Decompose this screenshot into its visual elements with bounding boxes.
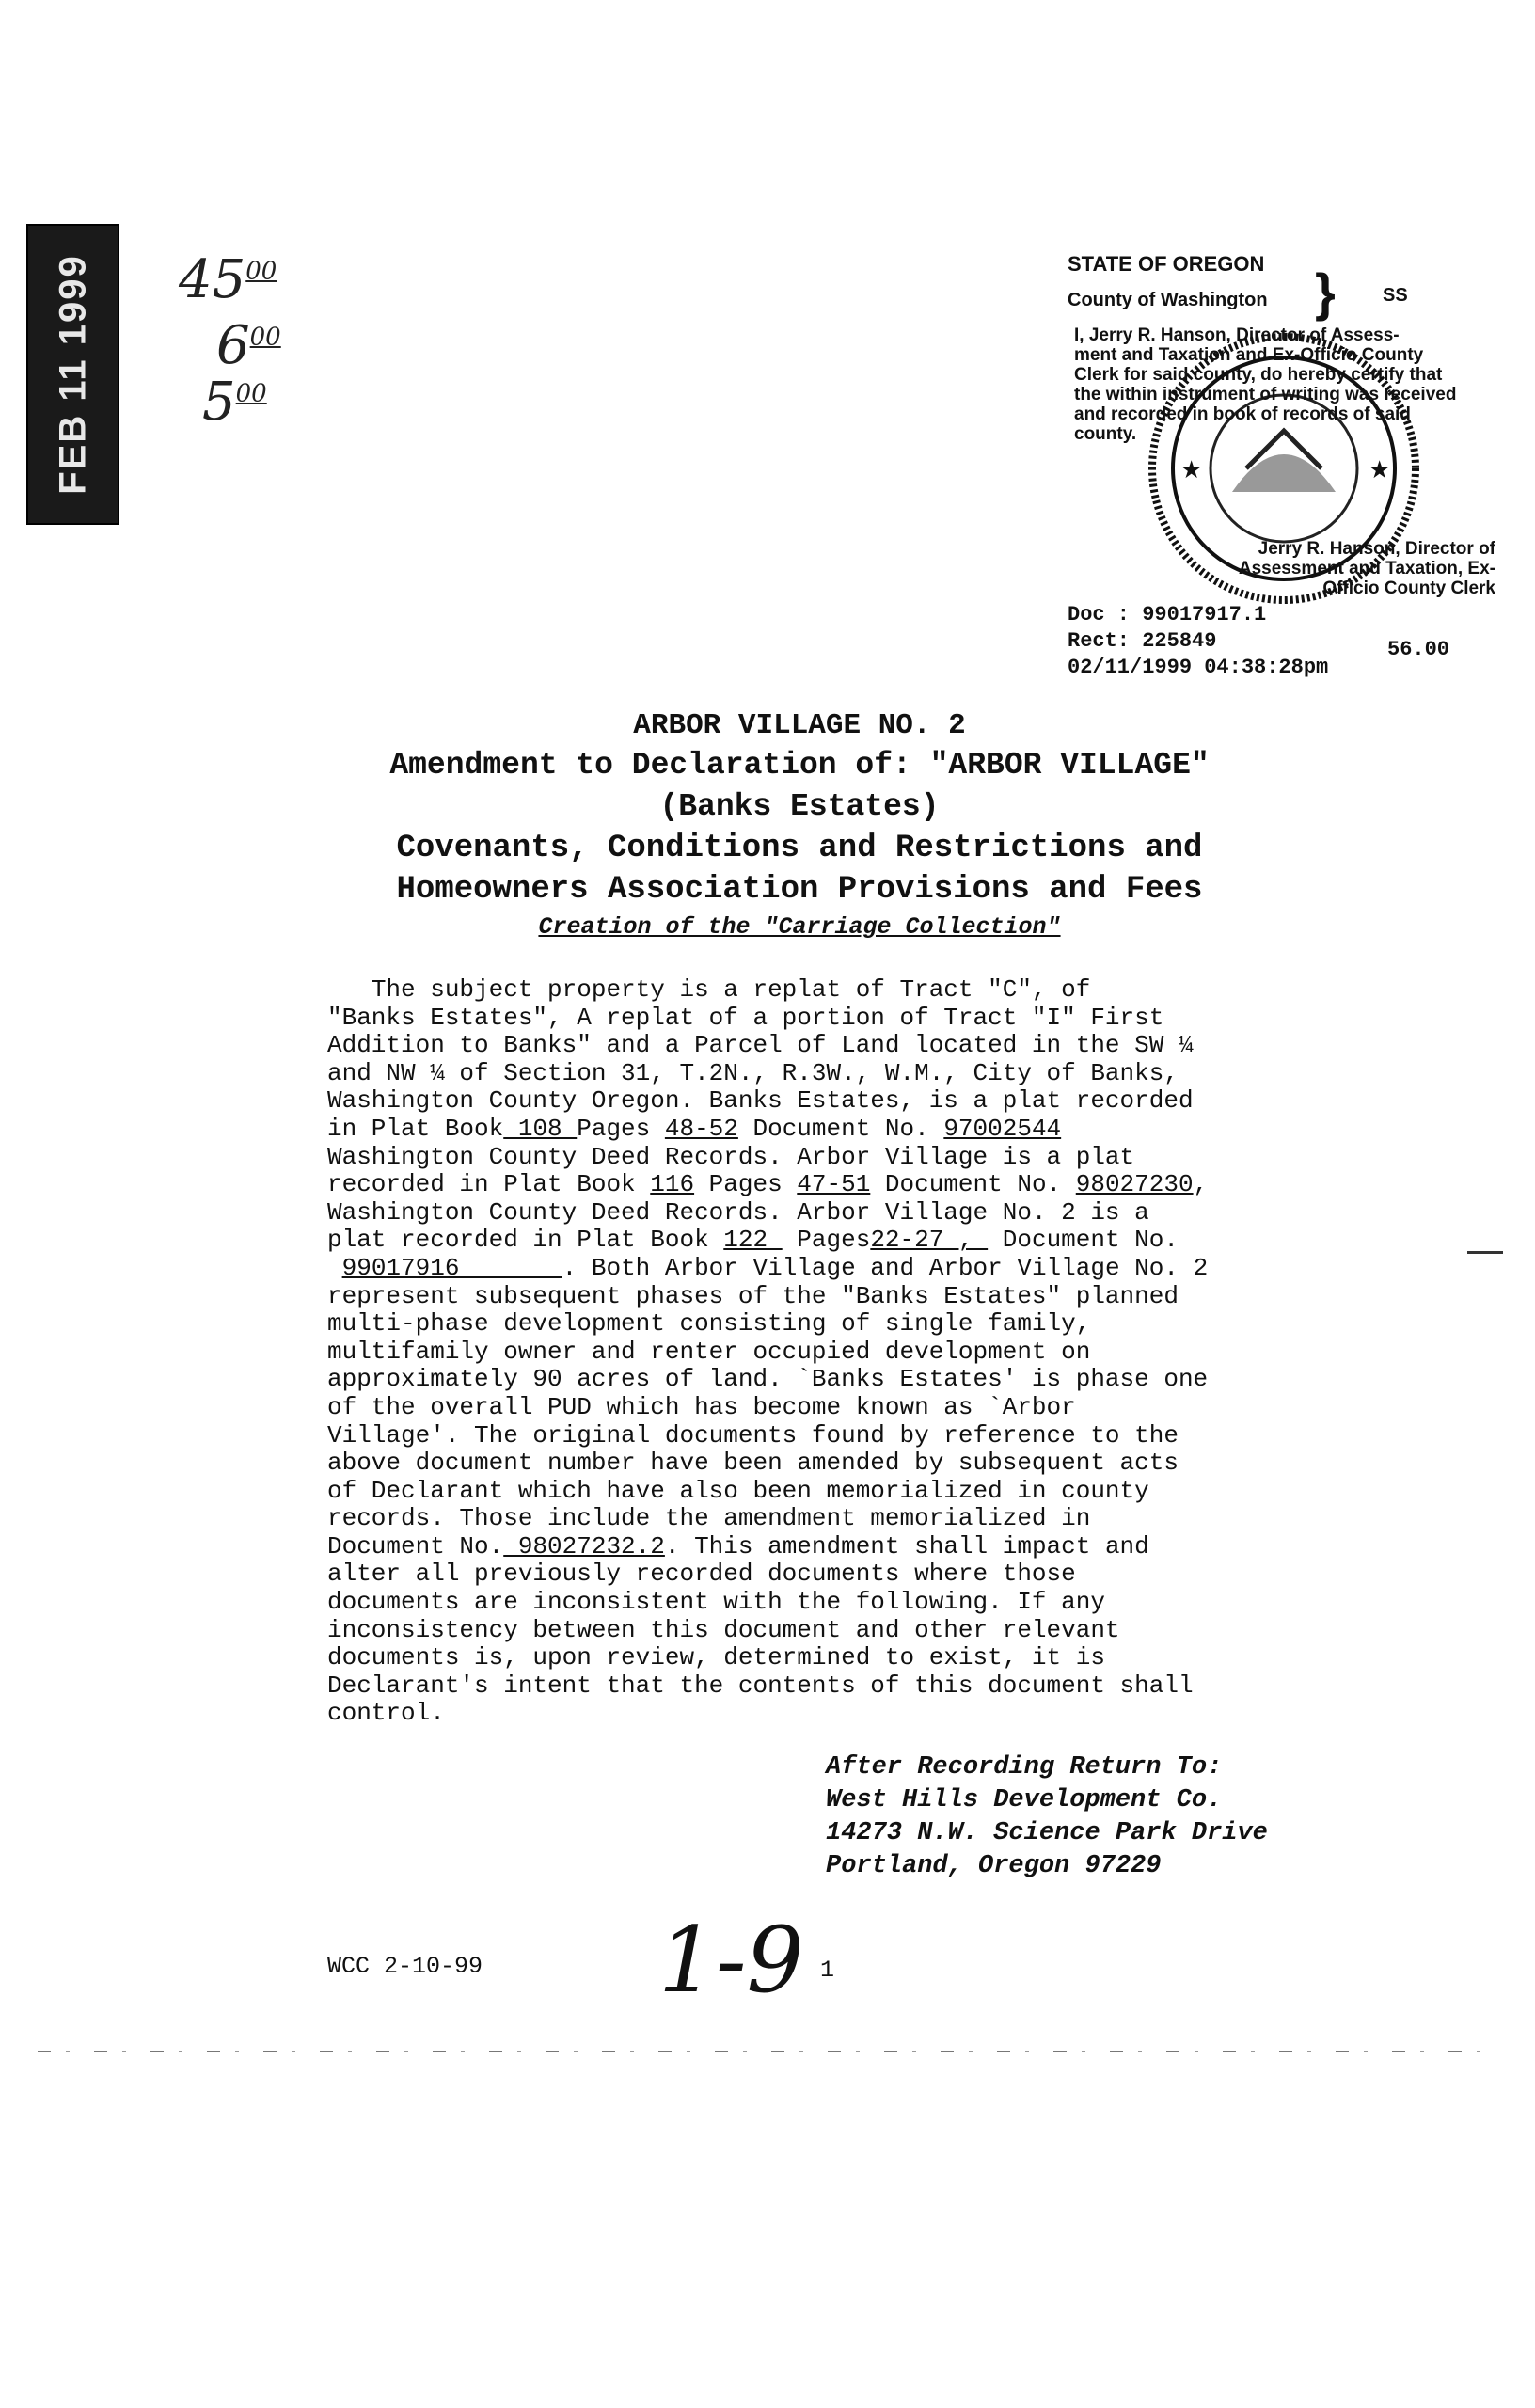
handwritten-fee-1: $45^{00}$ <box>179 249 277 310</box>
recording-county: County of Washington <box>1068 290 1268 310</box>
recording-doc-number: Doc : 99017917.1 <box>1068 603 1267 626</box>
recording-ss: SS <box>1383 285 1408 306</box>
scan-artifact-line <box>38 2051 1505 2052</box>
title-line-6: Creation of the "Carriage Collection" <box>538 913 1061 941</box>
recording-document-info <box>1068 602 1328 681</box>
body-line: multi-phase development consisting of single family, <box>327 1309 1091 1339</box>
title-line-3: (Banks Estates) <box>659 789 940 824</box>
page-number: 1 <box>820 1956 835 1984</box>
body-line: and NW ¼ of Section 31, T.2N., R.3W., W.M., City of Banks, <box>327 1058 1179 1087</box>
body-line: recorded in Plat Book 116 Pages 47-51 Document No. 98027230, <box>327 1170 1209 1199</box>
body-line: "Banks Estates", A replat of a portion of Tract "I" First <box>327 1003 1164 1032</box>
recording-timestamp: 02/11/1999 04:38:28pm <box>1068 656 1329 679</box>
body-line: Washington County Deed Records. Arbor Village No. 2 is a <box>327 1197 1149 1227</box>
recording-signature: Jerry R. Hanson, Director of Assessment and Taxation, Ex- Officio County Clerk <box>1238 539 1495 598</box>
return-city: Portland, Oregon 97229 <box>826 1852 1162 1880</box>
body-line: Addition to Banks" and a Parcel of Land located in the SW ¼ <box>327 1031 1194 1060</box>
handwritten-page-range: 1-9 <box>658 1908 804 2013</box>
return-address-block <box>826 1751 1390 1883</box>
handwritten-fee-3: $5^{00}$ <box>202 372 267 433</box>
footer-code: WCC 2-10-99 <box>327 1953 483 1980</box>
body-line: documents is, upon review, determined to exist, it is <box>327 1643 1105 1672</box>
body-line: multifamily owner and renter occupied development on <box>327 1337 1091 1366</box>
body-line: Washington County Deed Records. Arbor Village is a plat <box>327 1142 1135 1171</box>
body-line: inconsistency between this document and other relevant <box>327 1615 1120 1644</box>
date-stamp-text: FEB 11 1999 <box>52 254 93 495</box>
handwritten-fee-notes <box>141 249 348 452</box>
document-title <box>282 707 1317 944</box>
date-stamp <box>26 224 119 525</box>
return-company: West Hills Development Co. <box>826 1786 1223 1814</box>
return-heading: After Recording Return To: <box>826 1753 1223 1782</box>
body-line: control. <box>327 1699 445 1728</box>
body-line: above document number have been amended by subsequent acts <box>327 1449 1179 1478</box>
body-line: Document No. 98027232.2. This amendment shall impact and <box>327 1531 1149 1560</box>
body-line: The subject property is a replat of Tract "C", of <box>371 975 1091 1004</box>
body-line: Village'. The original documents found by reference to the <box>327 1420 1179 1450</box>
recording-receipt: Rect: 225849 <box>1068 629 1217 653</box>
title-line-4: Covenants, Conditions and Restrictions and <box>396 831 1203 866</box>
recording-brace: } <box>1315 262 1336 322</box>
title-line-1: ARBOR VILLAGE NO. 2 <box>633 709 966 742</box>
body-line: approximately 90 acres of land. `Banks Estates' is phase one <box>327 1365 1209 1394</box>
recording-fee: 56.00 <box>1387 638 1450 661</box>
title-line-2: Amendment to Declaration of: "ARBOR VILLAGE" <box>389 748 1210 783</box>
recording-certificate <box>1063 252 1505 694</box>
body-line: represent subsequent phases of the "Banks Estates" planned <box>327 1281 1179 1310</box>
body-line: Declarant's intent that the contents of this document shall <box>327 1671 1194 1700</box>
body-line: in Plat Book 108 Pages 48-52 Document No. 97002544 <box>327 1114 1062 1143</box>
svg-text:★: ★ <box>1180 456 1203 484</box>
body-line: 99017916 . Both Arbor Village and Arbor Village No. 2 <box>341 1253 1209 1282</box>
recording-certify-text: I, Jerry R. Hanson, Director of Assess- ment and Taxation and Ex-Officio County Clerk for said county, do hereby certify that the within instrument of writing was received and recorded in book of records of said county. <box>1074 325 1457 444</box>
body-line: plat recorded in Plat Book 122 Pages22-27 , Document No. <box>327 1226 1179 1255</box>
handwritten-fee-2: $6^{00}$ <box>216 315 281 376</box>
body-line: of the overall PUD which has become known as `Arbor <box>327 1392 1076 1421</box>
title-line-5: Homeowners Association Provisions and Fees <box>396 872 1203 908</box>
margin-mark <box>1467 1251 1503 1254</box>
body-line: Washington County Oregon. Banks Estates, is a plat recorded <box>327 1086 1194 1116</box>
body-line: records. Those include the amendment memorialized in <box>327 1504 1091 1533</box>
return-street: 14273 N.W. Science Park Drive <box>826 1819 1268 1847</box>
body-line: documents are inconsistent with the following. If any <box>327 1588 1105 1617</box>
recording-state: STATE OF OREGON <box>1068 252 1265 276</box>
body-line: of Declarant which have also been memorialized in county <box>327 1476 1149 1505</box>
body-paragraph <box>327 976 1343 1728</box>
body-line: alter all previously recorded documents where those <box>327 1560 1076 1589</box>
svg-text:★: ★ <box>1369 456 1391 484</box>
